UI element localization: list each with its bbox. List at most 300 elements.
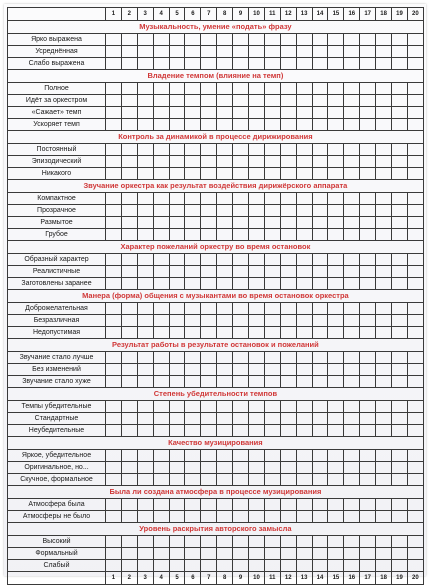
score-cell[interactable] bbox=[249, 327, 265, 339]
score-cell[interactable] bbox=[280, 229, 296, 241]
score-cell[interactable] bbox=[376, 450, 392, 462]
score-cell[interactable] bbox=[153, 95, 169, 107]
score-cell[interactable] bbox=[153, 254, 169, 266]
score-cell[interactable] bbox=[217, 425, 233, 437]
score-cell[interactable] bbox=[296, 205, 312, 217]
score-cell[interactable] bbox=[169, 536, 185, 548]
score-cell[interactable] bbox=[264, 95, 280, 107]
score-cell[interactable] bbox=[121, 352, 137, 364]
score-cell[interactable] bbox=[264, 364, 280, 376]
score-cell[interactable] bbox=[106, 95, 122, 107]
score-cell[interactable] bbox=[280, 462, 296, 474]
score-cell[interactable] bbox=[201, 217, 217, 229]
score-cell[interactable] bbox=[392, 315, 408, 327]
score-cell[interactable] bbox=[392, 548, 408, 560]
score-cell[interactable] bbox=[233, 560, 249, 572]
score-cell[interactable] bbox=[344, 376, 360, 388]
score-cell[interactable] bbox=[169, 425, 185, 437]
score-cell[interactable] bbox=[407, 499, 423, 511]
score-cell[interactable] bbox=[201, 156, 217, 168]
score-cell[interactable] bbox=[217, 193, 233, 205]
score-cell[interactable] bbox=[296, 303, 312, 315]
score-cell[interactable] bbox=[312, 46, 328, 58]
score-cell[interactable] bbox=[201, 107, 217, 119]
score-cell[interactable] bbox=[137, 254, 153, 266]
score-cell[interactable] bbox=[376, 278, 392, 290]
score-cell[interactable] bbox=[106, 254, 122, 266]
score-cell[interactable] bbox=[217, 83, 233, 95]
score-cell[interactable] bbox=[280, 58, 296, 70]
score-cell[interactable] bbox=[328, 156, 344, 168]
score-cell[interactable] bbox=[249, 193, 265, 205]
score-cell[interactable] bbox=[106, 474, 122, 486]
score-cell[interactable] bbox=[392, 46, 408, 58]
score-cell[interactable] bbox=[376, 58, 392, 70]
score-cell[interactable] bbox=[153, 205, 169, 217]
score-cell[interactable] bbox=[249, 401, 265, 413]
score-cell[interactable] bbox=[264, 511, 280, 523]
score-cell[interactable] bbox=[121, 95, 137, 107]
score-cell[interactable] bbox=[312, 95, 328, 107]
score-cell[interactable] bbox=[328, 217, 344, 229]
score-cell[interactable] bbox=[264, 217, 280, 229]
score-cell[interactable] bbox=[312, 168, 328, 180]
score-cell[interactable] bbox=[121, 462, 137, 474]
score-cell[interactable] bbox=[233, 254, 249, 266]
score-cell[interactable] bbox=[201, 413, 217, 425]
score-cell[interactable] bbox=[185, 34, 201, 46]
score-cell[interactable] bbox=[296, 46, 312, 58]
score-cell[interactable] bbox=[185, 474, 201, 486]
score-cell[interactable] bbox=[312, 376, 328, 388]
score-cell[interactable] bbox=[344, 193, 360, 205]
score-cell[interactable] bbox=[392, 58, 408, 70]
score-cell[interactable] bbox=[169, 156, 185, 168]
score-cell[interactable] bbox=[106, 34, 122, 46]
score-cell[interactable] bbox=[407, 413, 423, 425]
score-cell[interactable] bbox=[185, 156, 201, 168]
score-cell[interactable] bbox=[185, 425, 201, 437]
score-cell[interactable] bbox=[407, 266, 423, 278]
score-cell[interactable] bbox=[376, 168, 392, 180]
score-cell[interactable] bbox=[137, 205, 153, 217]
score-cell[interactable] bbox=[201, 266, 217, 278]
score-cell[interactable] bbox=[264, 205, 280, 217]
score-cell[interactable] bbox=[137, 168, 153, 180]
score-cell[interactable] bbox=[376, 83, 392, 95]
score-cell[interactable] bbox=[376, 401, 392, 413]
score-cell[interactable] bbox=[296, 499, 312, 511]
score-cell[interactable] bbox=[296, 107, 312, 119]
score-cell[interactable] bbox=[360, 462, 376, 474]
score-cell[interactable] bbox=[106, 425, 122, 437]
score-cell[interactable] bbox=[360, 315, 376, 327]
score-cell[interactable] bbox=[217, 46, 233, 58]
score-cell[interactable] bbox=[312, 278, 328, 290]
score-cell[interactable] bbox=[296, 327, 312, 339]
score-cell[interactable] bbox=[344, 413, 360, 425]
score-cell[interactable] bbox=[185, 95, 201, 107]
score-cell[interactable] bbox=[121, 46, 137, 58]
score-cell[interactable] bbox=[249, 168, 265, 180]
score-cell[interactable] bbox=[185, 511, 201, 523]
score-cell[interactable] bbox=[217, 217, 233, 229]
score-cell[interactable] bbox=[137, 560, 153, 572]
score-cell[interactable] bbox=[312, 450, 328, 462]
score-cell[interactable] bbox=[201, 303, 217, 315]
score-cell[interactable] bbox=[249, 217, 265, 229]
score-cell[interactable] bbox=[360, 156, 376, 168]
score-cell[interactable] bbox=[344, 499, 360, 511]
score-cell[interactable] bbox=[233, 119, 249, 131]
score-cell[interactable] bbox=[344, 83, 360, 95]
score-cell[interactable] bbox=[185, 315, 201, 327]
score-cell[interactable] bbox=[137, 376, 153, 388]
score-cell[interactable] bbox=[328, 278, 344, 290]
score-cell[interactable] bbox=[376, 352, 392, 364]
score-cell[interactable] bbox=[392, 401, 408, 413]
score-cell[interactable] bbox=[169, 34, 185, 46]
score-cell[interactable] bbox=[280, 205, 296, 217]
score-cell[interactable] bbox=[233, 413, 249, 425]
score-cell[interactable] bbox=[233, 266, 249, 278]
score-cell[interactable] bbox=[153, 229, 169, 241]
score-cell[interactable] bbox=[312, 34, 328, 46]
score-cell[interactable] bbox=[344, 450, 360, 462]
score-cell[interactable] bbox=[264, 107, 280, 119]
score-cell[interactable] bbox=[249, 156, 265, 168]
score-cell[interactable] bbox=[407, 205, 423, 217]
score-cell[interactable] bbox=[153, 560, 169, 572]
score-cell[interactable] bbox=[169, 315, 185, 327]
score-cell[interactable] bbox=[185, 58, 201, 70]
score-cell[interactable] bbox=[344, 474, 360, 486]
score-cell[interactable] bbox=[217, 352, 233, 364]
score-cell[interactable] bbox=[217, 536, 233, 548]
score-cell[interactable] bbox=[392, 205, 408, 217]
score-cell[interactable] bbox=[264, 119, 280, 131]
score-cell[interactable] bbox=[121, 217, 137, 229]
score-cell[interactable] bbox=[249, 315, 265, 327]
score-cell[interactable] bbox=[360, 352, 376, 364]
score-cell[interactable] bbox=[360, 376, 376, 388]
score-cell[interactable] bbox=[249, 278, 265, 290]
score-cell[interactable] bbox=[280, 34, 296, 46]
score-cell[interactable] bbox=[344, 46, 360, 58]
score-cell[interactable] bbox=[121, 58, 137, 70]
score-cell[interactable] bbox=[121, 560, 137, 572]
score-cell[interactable] bbox=[296, 376, 312, 388]
score-cell[interactable] bbox=[185, 46, 201, 58]
score-cell[interactable] bbox=[106, 156, 122, 168]
score-cell[interactable] bbox=[153, 450, 169, 462]
score-cell[interactable] bbox=[169, 474, 185, 486]
score-cell[interactable] bbox=[280, 560, 296, 572]
score-cell[interactable] bbox=[376, 205, 392, 217]
score-cell[interactable] bbox=[121, 327, 137, 339]
score-cell[interactable] bbox=[201, 95, 217, 107]
score-cell[interactable] bbox=[185, 548, 201, 560]
score-cell[interactable] bbox=[407, 462, 423, 474]
score-cell[interactable] bbox=[169, 193, 185, 205]
score-cell[interactable] bbox=[376, 217, 392, 229]
score-cell[interactable] bbox=[344, 352, 360, 364]
score-cell[interactable] bbox=[392, 119, 408, 131]
score-cell[interactable] bbox=[264, 450, 280, 462]
score-cell[interactable] bbox=[106, 83, 122, 95]
score-cell[interactable] bbox=[376, 229, 392, 241]
score-cell[interactable] bbox=[121, 548, 137, 560]
score-cell[interactable] bbox=[169, 46, 185, 58]
score-cell[interactable] bbox=[106, 58, 122, 70]
score-cell[interactable] bbox=[296, 229, 312, 241]
score-cell[interactable] bbox=[376, 511, 392, 523]
score-cell[interactable] bbox=[121, 205, 137, 217]
score-cell[interactable] bbox=[328, 511, 344, 523]
score-cell[interactable] bbox=[392, 327, 408, 339]
score-cell[interactable] bbox=[106, 205, 122, 217]
score-cell[interactable] bbox=[264, 34, 280, 46]
score-cell[interactable] bbox=[217, 413, 233, 425]
score-cell[interactable] bbox=[328, 462, 344, 474]
score-cell[interactable] bbox=[249, 229, 265, 241]
score-cell[interactable] bbox=[185, 303, 201, 315]
score-cell[interactable] bbox=[328, 315, 344, 327]
score-cell[interactable] bbox=[264, 193, 280, 205]
score-cell[interactable] bbox=[106, 536, 122, 548]
score-cell[interactable] bbox=[201, 144, 217, 156]
score-cell[interactable] bbox=[360, 499, 376, 511]
score-cell[interactable] bbox=[169, 401, 185, 413]
score-cell[interactable] bbox=[153, 83, 169, 95]
score-cell[interactable] bbox=[280, 536, 296, 548]
score-cell[interactable] bbox=[376, 536, 392, 548]
score-cell[interactable] bbox=[233, 511, 249, 523]
score-cell[interactable] bbox=[328, 401, 344, 413]
score-cell[interactable] bbox=[280, 327, 296, 339]
score-cell[interactable] bbox=[233, 425, 249, 437]
score-cell[interactable] bbox=[217, 119, 233, 131]
score-cell[interactable] bbox=[328, 205, 344, 217]
score-cell[interactable] bbox=[328, 229, 344, 241]
score-cell[interactable] bbox=[233, 217, 249, 229]
score-cell[interactable] bbox=[249, 58, 265, 70]
score-cell[interactable] bbox=[153, 58, 169, 70]
score-cell[interactable] bbox=[407, 217, 423, 229]
score-cell[interactable] bbox=[153, 303, 169, 315]
score-cell[interactable] bbox=[169, 560, 185, 572]
score-cell[interactable] bbox=[106, 107, 122, 119]
score-cell[interactable] bbox=[360, 425, 376, 437]
score-cell[interactable] bbox=[392, 266, 408, 278]
score-cell[interactable] bbox=[407, 560, 423, 572]
score-cell[interactable] bbox=[376, 560, 392, 572]
score-cell[interactable] bbox=[376, 95, 392, 107]
score-cell[interactable] bbox=[312, 144, 328, 156]
score-cell[interactable] bbox=[264, 254, 280, 266]
score-cell[interactable] bbox=[392, 144, 408, 156]
score-cell[interactable] bbox=[121, 364, 137, 376]
score-cell[interactable] bbox=[233, 352, 249, 364]
score-cell[interactable] bbox=[137, 278, 153, 290]
score-cell[interactable] bbox=[249, 107, 265, 119]
score-cell[interactable] bbox=[392, 474, 408, 486]
score-cell[interactable] bbox=[249, 144, 265, 156]
score-cell[interactable] bbox=[264, 315, 280, 327]
score-cell[interactable] bbox=[201, 560, 217, 572]
score-cell[interactable] bbox=[106, 303, 122, 315]
score-cell[interactable] bbox=[169, 364, 185, 376]
score-cell[interactable] bbox=[407, 254, 423, 266]
score-cell[interactable] bbox=[217, 58, 233, 70]
score-cell[interactable] bbox=[121, 278, 137, 290]
score-cell[interactable] bbox=[280, 193, 296, 205]
score-cell[interactable] bbox=[312, 83, 328, 95]
score-cell[interactable] bbox=[106, 278, 122, 290]
score-cell[interactable] bbox=[169, 58, 185, 70]
score-cell[interactable] bbox=[376, 46, 392, 58]
score-cell[interactable] bbox=[344, 327, 360, 339]
score-cell[interactable] bbox=[360, 193, 376, 205]
score-cell[interactable] bbox=[217, 315, 233, 327]
score-cell[interactable] bbox=[137, 450, 153, 462]
score-cell[interactable] bbox=[185, 144, 201, 156]
score-cell[interactable] bbox=[201, 205, 217, 217]
score-cell[interactable] bbox=[360, 95, 376, 107]
score-cell[interactable] bbox=[121, 168, 137, 180]
score-cell[interactable] bbox=[407, 278, 423, 290]
score-cell[interactable] bbox=[121, 83, 137, 95]
score-cell[interactable] bbox=[312, 352, 328, 364]
score-cell[interactable] bbox=[296, 119, 312, 131]
score-cell[interactable] bbox=[169, 119, 185, 131]
score-cell[interactable] bbox=[392, 278, 408, 290]
score-cell[interactable] bbox=[185, 401, 201, 413]
score-cell[interactable] bbox=[296, 364, 312, 376]
score-cell[interactable] bbox=[137, 144, 153, 156]
score-cell[interactable] bbox=[169, 217, 185, 229]
score-cell[interactable] bbox=[328, 303, 344, 315]
score-cell[interactable] bbox=[185, 352, 201, 364]
score-cell[interactable] bbox=[217, 266, 233, 278]
score-cell[interactable] bbox=[407, 376, 423, 388]
score-cell[interactable] bbox=[217, 144, 233, 156]
score-cell[interactable] bbox=[121, 34, 137, 46]
score-cell[interactable] bbox=[233, 364, 249, 376]
score-cell[interactable] bbox=[264, 278, 280, 290]
score-cell[interactable] bbox=[392, 536, 408, 548]
score-cell[interactable] bbox=[169, 107, 185, 119]
score-cell[interactable] bbox=[249, 364, 265, 376]
score-cell[interactable] bbox=[296, 168, 312, 180]
score-cell[interactable] bbox=[376, 413, 392, 425]
score-cell[interactable] bbox=[407, 315, 423, 327]
score-cell[interactable] bbox=[344, 34, 360, 46]
score-cell[interactable] bbox=[296, 254, 312, 266]
score-cell[interactable] bbox=[185, 83, 201, 95]
score-cell[interactable] bbox=[312, 254, 328, 266]
score-cell[interactable] bbox=[169, 83, 185, 95]
score-cell[interactable] bbox=[137, 83, 153, 95]
score-cell[interactable] bbox=[201, 499, 217, 511]
score-cell[interactable] bbox=[121, 413, 137, 425]
score-cell[interactable] bbox=[392, 560, 408, 572]
score-cell[interactable] bbox=[153, 266, 169, 278]
score-cell[interactable] bbox=[296, 413, 312, 425]
score-cell[interactable] bbox=[217, 205, 233, 217]
score-cell[interactable] bbox=[296, 425, 312, 437]
score-cell[interactable] bbox=[344, 364, 360, 376]
score-cell[interactable] bbox=[280, 254, 296, 266]
score-cell[interactable] bbox=[137, 46, 153, 58]
score-cell[interactable] bbox=[296, 462, 312, 474]
score-cell[interactable] bbox=[121, 450, 137, 462]
score-cell[interactable] bbox=[312, 364, 328, 376]
score-cell[interactable] bbox=[328, 193, 344, 205]
score-cell[interactable] bbox=[217, 34, 233, 46]
score-cell[interactable] bbox=[106, 229, 122, 241]
score-cell[interactable] bbox=[344, 536, 360, 548]
score-cell[interactable] bbox=[153, 376, 169, 388]
score-cell[interactable] bbox=[312, 58, 328, 70]
score-cell[interactable] bbox=[153, 352, 169, 364]
score-cell[interactable] bbox=[137, 474, 153, 486]
score-cell[interactable] bbox=[392, 83, 408, 95]
score-cell[interactable] bbox=[201, 168, 217, 180]
score-cell[interactable] bbox=[249, 548, 265, 560]
score-cell[interactable] bbox=[137, 229, 153, 241]
score-cell[interactable] bbox=[137, 548, 153, 560]
score-cell[interactable] bbox=[121, 229, 137, 241]
score-cell[interactable] bbox=[249, 511, 265, 523]
score-cell[interactable] bbox=[376, 474, 392, 486]
score-cell[interactable] bbox=[201, 327, 217, 339]
score-cell[interactable] bbox=[249, 303, 265, 315]
score-cell[interactable] bbox=[137, 462, 153, 474]
score-cell[interactable] bbox=[280, 474, 296, 486]
score-cell[interactable] bbox=[106, 119, 122, 131]
score-cell[interactable] bbox=[201, 462, 217, 474]
score-cell[interactable] bbox=[407, 193, 423, 205]
score-cell[interactable] bbox=[328, 168, 344, 180]
score-cell[interactable] bbox=[233, 46, 249, 58]
score-cell[interactable] bbox=[407, 425, 423, 437]
score-cell[interactable] bbox=[344, 95, 360, 107]
score-cell[interactable] bbox=[392, 95, 408, 107]
score-cell[interactable] bbox=[106, 327, 122, 339]
score-cell[interactable] bbox=[392, 217, 408, 229]
score-cell[interactable] bbox=[121, 107, 137, 119]
score-cell[interactable] bbox=[407, 58, 423, 70]
score-cell[interactable] bbox=[344, 229, 360, 241]
score-cell[interactable] bbox=[376, 144, 392, 156]
score-cell[interactable] bbox=[106, 462, 122, 474]
score-cell[interactable] bbox=[169, 450, 185, 462]
score-cell[interactable] bbox=[360, 107, 376, 119]
score-cell[interactable] bbox=[137, 315, 153, 327]
score-cell[interactable] bbox=[264, 474, 280, 486]
score-cell[interactable] bbox=[121, 511, 137, 523]
score-cell[interactable] bbox=[264, 401, 280, 413]
score-cell[interactable] bbox=[360, 254, 376, 266]
score-cell[interactable] bbox=[185, 107, 201, 119]
score-cell[interactable] bbox=[233, 144, 249, 156]
score-cell[interactable] bbox=[407, 156, 423, 168]
score-cell[interactable] bbox=[407, 548, 423, 560]
score-cell[interactable] bbox=[185, 499, 201, 511]
score-cell[interactable] bbox=[137, 266, 153, 278]
score-cell[interactable] bbox=[264, 376, 280, 388]
